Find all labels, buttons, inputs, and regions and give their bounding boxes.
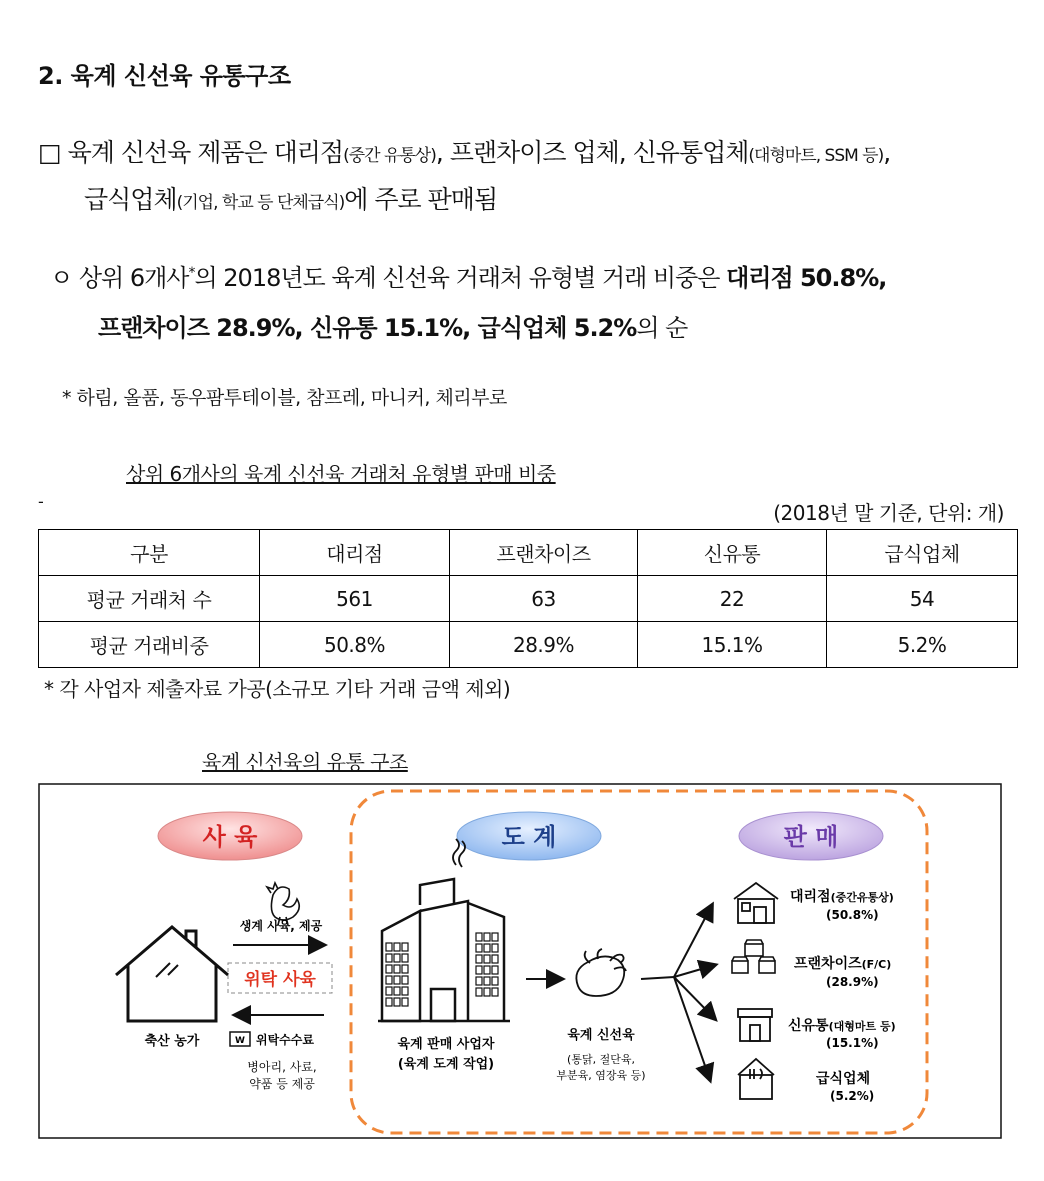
table-cell: 평균 거래처 수 [39, 576, 260, 622]
stage-sale-label: 판 매 [783, 823, 839, 851]
meat-sub-1: (통닭, 절단육, [567, 1053, 635, 1066]
bullet1-text-g: (기업, 학교 등 단체급식) [176, 193, 345, 213]
meat-label: 육계 신선육 [567, 1028, 635, 1043]
channel-agency-pct: (50.8%) [826, 908, 879, 922]
table-row [39, 622, 1018, 668]
table-footnote: * 각 사업자 제출자료 가공(소규모 기타 거래 금액 제외) [44, 677, 511, 701]
bullet1-line1 [38, 133, 890, 169]
bullet2-text-b: 의 2018년도 육계 신선육 거래처 유형별 거래 비중은 [194, 264, 727, 292]
circle-bullet-icon: ㅇ [50, 264, 73, 292]
bullet2-bold-b: 프랜차이즈 28.9%, 신유통 15.1%, 급식업체 5.2% [98, 314, 637, 342]
arrow-top-label: 생계 사육, 제공 [239, 919, 323, 933]
table-cell: 평균 거래비중 [39, 622, 260, 668]
companies-footnote: * 하림, 올품, 동우팜투테이블, 참프레, 마니커, 체리부로 [62, 387, 507, 409]
channel-catering-name: 급식업체 [816, 1071, 871, 1087]
bullet2-line1 [50, 258, 886, 293]
bullet1-text-a: 육계 신선육 제품은 대리점 [67, 138, 344, 167]
table-cell: 22 [638, 576, 827, 622]
dash-mark: - [38, 492, 44, 511]
table-cell: 63 [450, 576, 638, 622]
bullet1-text-c: , 프랜차이즈 업체, 신유통업체 [435, 138, 749, 167]
channel-newretail-name: 신유통 [788, 1018, 829, 1034]
stage-slaughter-label: 도 계 [501, 823, 557, 851]
channel-franchise-pct: (28.9%) [826, 975, 879, 989]
channel-franchise-name: 프랜차이즈 [794, 956, 862, 972]
meat-sub-2: 부분육, 염장육 등) [556, 1069, 646, 1082]
bullet2-text-a: 상위 6개사 [78, 264, 189, 292]
header-catering: 급식업체 [827, 530, 1018, 576]
stage-raise-label: 사 육 [202, 823, 258, 851]
table-cell: 54 [827, 576, 1018, 622]
table-cell: 5.2% [827, 622, 1018, 668]
data-table [38, 529, 1018, 668]
bullet1-text-h: 에 주로 판매됨 [344, 185, 498, 214]
fee-label: 위탁수수료 [256, 1033, 314, 1047]
channel-franchise-text [794, 955, 891, 972]
table-unit: (2018년 말 기준, 단위: 개) [773, 501, 1004, 525]
bullet2-bold-a: 대리점 50.8%, [726, 264, 887, 292]
bullet1-text-f: 급식업체 [84, 185, 177, 214]
header-franchise: 프랜차이즈 [450, 530, 638, 576]
channel-agency-name: 대리점 [790, 889, 831, 905]
supply-label-1: 병아리, 사료, [247, 1060, 317, 1074]
channel-newretail-sub: (대형마트 등) [828, 1020, 896, 1033]
bullet1-text-d: (대형마트, SSM 등) [748, 146, 884, 166]
checkbox-icon: □ [38, 138, 61, 167]
header-new-retail: 신유통 [638, 530, 827, 576]
table-row [39, 576, 1018, 622]
factory-label-1: 육계 판매 사업자 [397, 1037, 495, 1052]
channel-agency-text [790, 888, 894, 905]
distribution-diagram [38, 783, 1003, 1140]
table-cell: 50.8% [260, 622, 450, 668]
table-cell: 561 [260, 576, 450, 622]
diagram-title: 육계 신선육의 유통 구조 [202, 750, 408, 774]
bullet1-text-e: , [883, 138, 891, 167]
bullet2-line2 [98, 308, 687, 343]
bullet2-text-c: 의 순 [636, 314, 688, 342]
table-header-row [39, 530, 1018, 576]
supply-label-2: 약품 등 제공 [249, 1077, 315, 1091]
header-category: 구분 [39, 530, 260, 576]
bullet1-line2 [84, 180, 497, 216]
table-cell: 15.1% [638, 622, 827, 668]
channel-newretail-pct: (15.1%) [826, 1036, 879, 1050]
channel-franchise-sub: (F/C) [861, 958, 892, 971]
factory-label-2: (육계 도계 작업) [397, 1057, 495, 1072]
channel-catering-pct: (5.2%) [830, 1089, 875, 1103]
channel-newretail-text [788, 1017, 896, 1034]
page-heading: 2. 육계 신선육 유통구조 [38, 62, 291, 90]
svg-text:W: W [235, 1036, 245, 1046]
channel-agency-sub: (중간유통상) [830, 891, 894, 904]
bullet1-text-b: (중간 유통상) [343, 146, 436, 166]
consign-label: 위탁 사육 [244, 970, 316, 990]
table-cell: 28.9% [450, 622, 638, 668]
header-agency: 대리점 [260, 530, 450, 576]
footnote-mark: * [188, 265, 195, 281]
table-title: 상위 6개사의 육계 신선육 거래처 유형별 판매 비중 [126, 462, 556, 486]
farm-label: 축산 농가 [144, 1034, 200, 1049]
